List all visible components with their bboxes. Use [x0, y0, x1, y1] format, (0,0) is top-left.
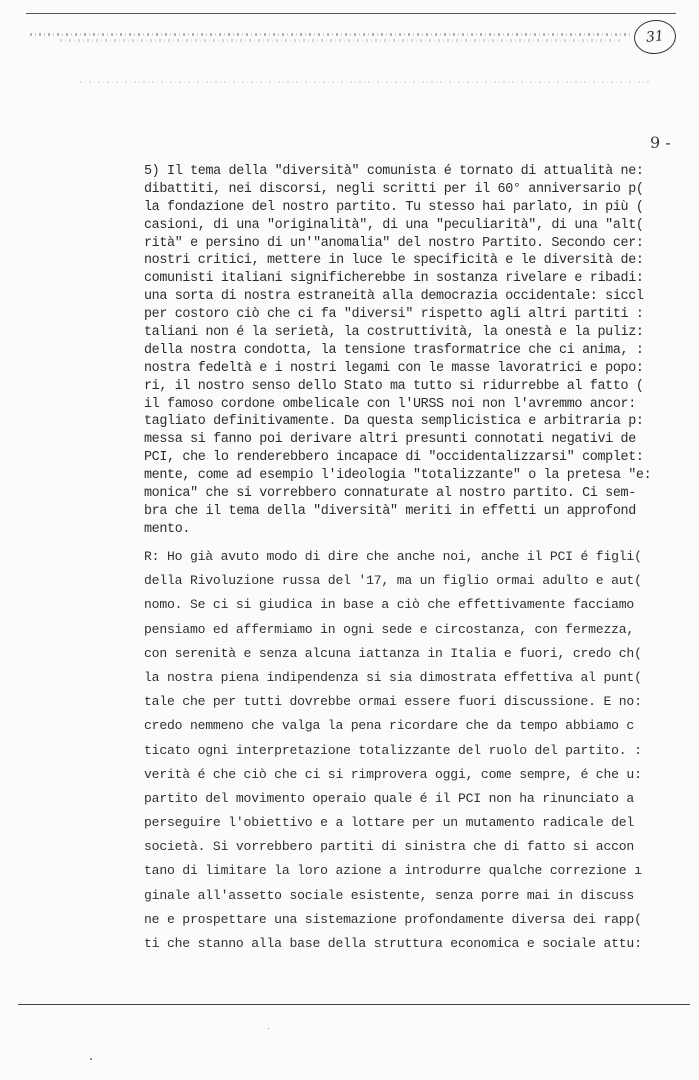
answer-line: della Rivoluzione russa del '17, ma un figlio ormai adulto e aut( — [144, 573, 642, 589]
question-line: per costoro ciò che ci fa "diversi" rispetto agli altri partiti : — [144, 307, 644, 323]
top-rule — [26, 13, 676, 14]
question-line: della nostra condotta, la tensione trasformatrice che ci anima, : — [144, 342, 644, 358]
question-line: casioni, di una "originalità", di una "peculiarità", di una "alt( — [144, 217, 644, 233]
answer-line: con serenità e senza alcuna iattanza in Italia e fuori, credo ch( — [144, 645, 642, 661]
answer-line: pensiamo ed affermiamo in ogni sede e circostanza, con fermezza, — [144, 621, 635, 637]
answer-line: partito del movimento operaio quale é il PCI non ha rinunciato a — [144, 790, 635, 806]
question-line: messa si fanno poi derivare altri presunti connotati negativi de — [144, 432, 636, 448]
scan-noise-band — [80, 81, 650, 83]
question-line: 5) Il tema della "diversità" comunista é tornato di attualità ne: — [144, 164, 644, 179]
question-line: dibattiti, nei discorsi, negli scritti per il 60° anniversario p( — [144, 181, 644, 197]
bottom-rule — [18, 1004, 690, 1005]
question-line: tagliato definitivamente. Da questa semplicistica e arbitraria p: — [144, 414, 644, 430]
answer-line: ticato ogni interpretazione totalizzante del ruolo del partito. : — [144, 742, 642, 758]
answer-line: credo nemmeno che valga la pena ricordare che da tempo abbiamo c — [144, 718, 635, 734]
answer-line: nomo. Se ci si giudica in base a ciò che effettivamente facciamo — [144, 597, 635, 613]
answer-line: tano di limitare la loro azione a introdurre qualche correzione ı — [144, 863, 642, 879]
question-paragraph — [144, 163, 699, 539]
question-line: taliani non é la serietà, la costruttività, la onestà e la puliz: — [144, 325, 644, 341]
question-line: la fondazione del nostro partito. Tu stesso hai parlato, in più ( — [144, 199, 644, 215]
answer-line: R: Ho già avuto modo di dire che anche noi, anche il PCI é figli( — [144, 549, 642, 564]
answer-line: verità é che ciò che ci si rimprovera oggi, come sempre, é che u: — [144, 766, 642, 782]
answer-line: ne e prospettare una sistemazione profondamente diversa dei rapp( — [144, 911, 642, 927]
answer-line: ti che stanno alla base della struttura economica e sociale attu: — [144, 936, 642, 951]
question-line: mento. — [144, 521, 191, 537]
answer-line: società. Si vorrebbero partiti di sinistra che di fatto si accon — [144, 839, 635, 855]
page-number: 9 - — [650, 133, 671, 152]
question-line: una sorta di nostra estraneità alla democrazia occidentale: siccl — [144, 289, 644, 305]
question-line: comunisti italiani significherebbe in sostanza rivelare e ribadi: — [144, 271, 644, 287]
answer-line: tale che per tutti dovrebbe ormai essere fuori discussione. E no: — [144, 694, 642, 710]
scan-noise-band — [60, 39, 620, 42]
archive-stamp — [632, 18, 677, 56]
answer-paragraph — [144, 545, 699, 956]
scan-speck — [90, 1058, 92, 1060]
scan-noise-band — [30, 33, 630, 36]
question-line: bra che il tema della "diversità" meriti in effetti un approfond — [144, 503, 636, 519]
question-line: PCI, che lo renderebbero incapace di "occidentalizzarsi" complet: — [144, 450, 644, 466]
answer-line: perseguire l'obiettivo e a lottare per un mutamento radicale del — [144, 815, 635, 831]
scan-speck — [268, 1028, 269, 1029]
question-line: ri, il nostro senso dello Stato ma tutto si ridurrebbe al fatto ( — [144, 378, 644, 394]
question-line: nostri critici, mettere in luce le specificità e le diversità de: — [144, 253, 644, 269]
answer-line: la nostra piena indipendenza si sia dimostrata effettiva al punt( — [144, 669, 642, 685]
question-line: mente, come ad esempio l'ideologia "totalizzante" o la pretesa "e: — [144, 468, 652, 484]
answer-line: ginale all'assetto sociale esistente, senza porre mai in discuss — [144, 887, 635, 903]
question-line: rità" e persino di un'"anomalia" del nostro Partito. Secondo cer: — [144, 235, 644, 251]
archive-stamp-label: 31 — [645, 28, 665, 46]
question-line: monica" che si vorrebbero connaturate al nostro partito. Ci sem- — [144, 486, 636, 502]
question-line: nostra fedeltà e i nostri legami con le masse lavoratrici e popo: — [144, 360, 644, 376]
question-line: il famoso cordone ombelicale con l'URSS noi non l'avremmo ancor: — [144, 396, 636, 412]
